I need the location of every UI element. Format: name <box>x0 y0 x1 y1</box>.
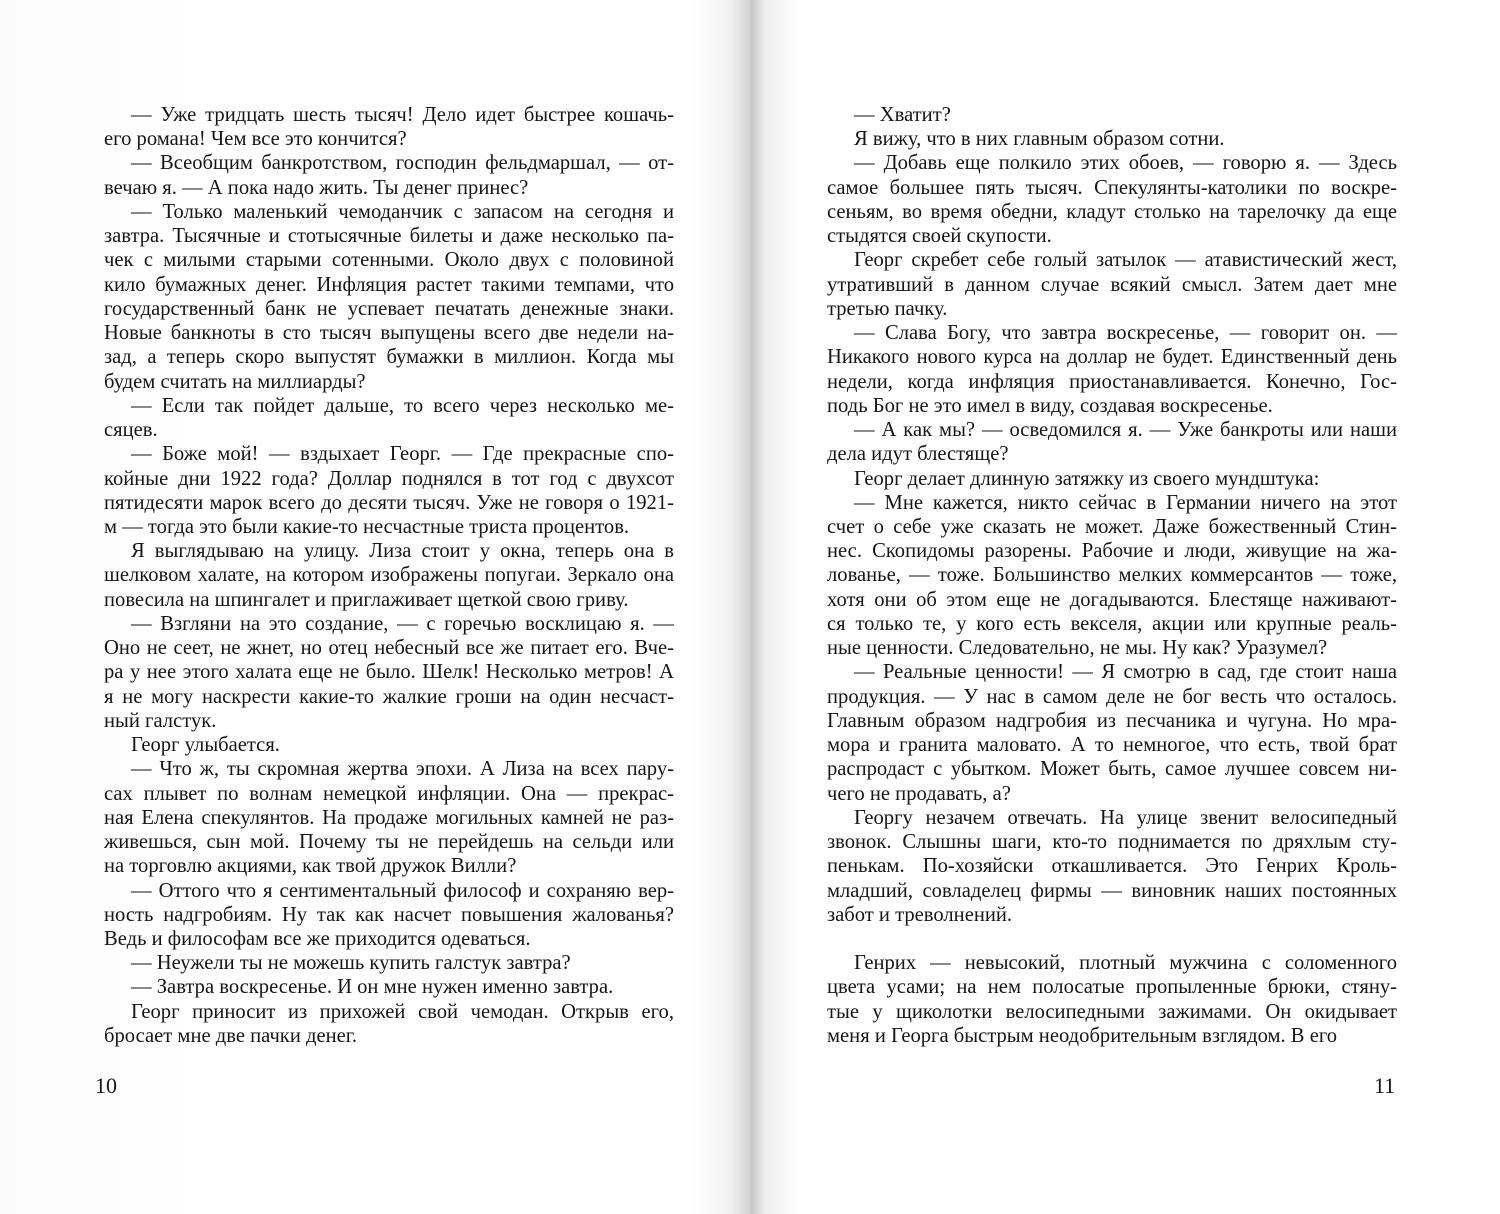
text-line: м — тогда это были какие-то несчастные триста процентов. <box>104 515 630 538</box>
text-line: завтра. Тысячные и стотысячные билеты и даже несколько па- <box>104 225 674 248</box>
text-line: чек с милыми старыми сотенными. Около двух с половиной <box>104 249 674 272</box>
text-line: звонок. Слышны шаги, кто-то поднимается по дряхлым сту- <box>827 831 1397 854</box>
paragraph <box>104 879 674 952</box>
paragraph <box>827 467 1397 491</box>
text-line: продукция. — У нас в самом деле не бог весть что осталось. <box>827 685 1397 708</box>
paragraph <box>104 733 674 757</box>
text-line: ность надгробиям. Ну так как насчет повышения жалованья? <box>104 903 674 926</box>
text-line: младший, совладелец фирмы — виновник наших постоянных <box>827 879 1397 902</box>
text-line: тые у щиколотки велосипедными зажимами. Он окидывает <box>827 1000 1397 1023</box>
page-number-right: 11 <box>1374 1073 1396 1098</box>
text-line: Георг скребет себе голый затылок — атавистический жест, <box>854 249 1397 272</box>
paragraph <box>104 394 674 442</box>
paragraph <box>827 151 1397 248</box>
text-line: вечаю я. — А пока надо жить. Ты денег принес? <box>104 176 529 199</box>
paragraph <box>827 127 1397 151</box>
paragraph <box>104 442 674 539</box>
text-line: — Взгляни на это создание, — с горечью восклицаю я. — <box>131 612 674 635</box>
text-line: Я вижу, что в них главным образом сотни. <box>854 128 1225 151</box>
text-line: меня и Георга быстрым неодобрительным взглядом. В его <box>827 1024 1338 1047</box>
text-line: бросает мне две пачки денег. <box>104 1024 358 1047</box>
paragraph <box>104 1000 674 1048</box>
text-line: пятидесяти марок всего до десяти тысяч. Уже не говоря о 1921- <box>104 491 674 514</box>
paragraph <box>104 151 674 199</box>
text-line: — Мне кажется, никто сейчас в Германии ничего на этот <box>854 491 1397 514</box>
text-line: Главным образом надгробия из песчаника и чугуна. Но мра- <box>827 709 1397 732</box>
text-line: на торговлю акциями, как твой дружок Вилли? <box>104 855 517 878</box>
text-line: — Добавь еще полкило этих обоев, — говорю я. — Здесь <box>854 152 1397 175</box>
paragraph <box>104 975 674 999</box>
text-line: — Всеобщим банкротством, господин фельдмаршал, — от- <box>131 152 674 175</box>
text-line: Оно не сеет, не жнет, но отец небесный все же питает его. Вче- <box>104 637 674 660</box>
text-line: третью пачку. <box>827 297 948 320</box>
text-line: мора и гранита маловато. А то немногое, что есть, твой брат <box>827 734 1397 757</box>
text-line: сеньям, во время обедни, кладут столько на тарелочку да еще <box>827 200 1397 223</box>
paragraph <box>104 103 674 151</box>
text-line: шелковом халате, на котором изображены попугаи. Зеркало она <box>104 564 674 587</box>
text-line: забот и треволнений. <box>827 903 1013 926</box>
text-line: будем считать на миллиарды? <box>104 370 366 393</box>
text-line: Георгу незачем отвечать. На улице звенит велосипедный <box>854 806 1397 829</box>
right-page-text <box>827 103 1397 1048</box>
text-line: Я выглядываю на улицу. Лиза стоит у окна, теперь она в <box>131 540 674 563</box>
text-line: — Что ж, ты скромная жертва эпохи. А Лиза на всех пару- <box>131 758 674 781</box>
text-line: недели, когда инфляция приостанавливается. Конечно, Гос- <box>827 370 1397 393</box>
text-line: — Хватит? <box>854 104 951 126</box>
text-line: пенькам. По-хозяйски откашливается. Это Генрих Кроль- <box>827 855 1397 878</box>
text-line: — Уже тридцать шесть тысяч! Дело идет быстрее кошачь- <box>131 104 674 126</box>
text-line: ра у нее этого халата еще не было. Шелк! Несколько метров! А <box>104 661 674 684</box>
paragraph <box>104 200 674 394</box>
text-line: утративший в данном случае всякий смысл. Затем дает мне <box>827 273 1397 296</box>
text-line: ные ценности. Следовательно, не мы. Ну как? Уразумел? <box>827 637 1328 660</box>
paragraph <box>104 539 674 612</box>
text-line: койные дни 1922 года? Доллар поднялся в тот год с двухсот <box>104 467 674 490</box>
text-line: его романа! Чем все это кончится? <box>104 128 407 151</box>
text-line: кило бумажных денег. Инфляция растет такими темпами, что <box>104 273 674 296</box>
text-line: зад, а теперь скоро выпустят бумажки в миллион. Когда мы <box>104 346 674 369</box>
text-line: Ведь и философам все же приходится одеваться. <box>104 927 531 950</box>
text-line: распродаст с убытком. Может быть, самое лучшее совсем ни- <box>827 758 1397 781</box>
text-line: сах плывет по волнам немецкой инфляции. Она — прекрас- <box>104 782 674 805</box>
text-line: чего не продавать, а? <box>827 782 1011 805</box>
text-line: подь Бог не это имел в виду, создавая воскресенье. <box>827 394 1273 417</box>
paragraph <box>104 612 674 733</box>
text-line: сяцев. <box>104 419 158 442</box>
text-line: — Оттого что я сентиментальный философ и сохраняю вер- <box>131 879 674 902</box>
text-line: повесила на шпингалет и приглаживает щеткой свою гриву. <box>104 588 629 611</box>
text-line: — Неужели ты не можешь купить галстук завтра? <box>131 952 571 975</box>
text-line: — Слава Богу, что завтра воскресенье, — говорит он. — <box>854 322 1397 345</box>
text-line: самое большее пять тысяч. Спекулянты-католики по воскре- <box>827 176 1397 199</box>
left-page-text <box>104 103 674 1048</box>
text-line: — Завтра воскресенье. И он мне нужен именно завтра. <box>131 976 614 999</box>
text-line: — А как мы? — осведомился я. — Уже банкроты или наши <box>854 419 1397 442</box>
text-line: государственный банк не успевает печатать денежные знаки. <box>104 297 674 320</box>
section-break <box>827 927 1397 951</box>
text-line: Георг улыбается. <box>131 734 280 757</box>
text-line: — Реальные ценности! — Я смотрю в сад, где стоит наша <box>854 661 1397 684</box>
text-line: — Если так пойдет дальше, то всего через несколько ме- <box>131 394 674 417</box>
paragraph <box>104 951 674 975</box>
text-line: Никакого нового курса на доллар не будет. Единственный день <box>827 346 1397 369</box>
text-line: — Боже мой! — вздыхает Георг. — Где прекрасные спо- <box>131 443 674 466</box>
paragraph <box>827 248 1397 321</box>
paragraph <box>827 418 1397 466</box>
text-line: ный галстук. <box>104 709 217 732</box>
text-line: цвета усами; на нем полосатые пропыленные брюки, стяну- <box>827 976 1397 999</box>
paragraph <box>827 321 1397 418</box>
text-line: Генрих — невысокий, плотный мужчина с соломенного <box>854 952 1397 975</box>
text-line: Георг приносит из прихожей свой чемодан. Открыв его, <box>131 1000 674 1023</box>
paragraph <box>827 491 1397 661</box>
text-line: нес. Скопидомы разорены. Рабочие и люди, живущие на жа- <box>827 540 1397 563</box>
paragraph <box>827 103 1397 127</box>
text-line: хотя они об этом еще не догадываются. Блестяще наживают- <box>827 588 1397 611</box>
text-line: Георг делает длинную затяжку из своего мундштука: <box>854 467 1320 490</box>
text-line: живешься, сын мой. Почему ты не перейдешь на сельди или <box>104 831 674 854</box>
text-line: лованье, — тоже. Большинство мелких коммерсантов — тоже, <box>827 564 1397 587</box>
text-line: Новые банкноты в сто тысяч выпущены всего две недели на- <box>104 322 674 345</box>
text-line: я не могу наскрести какие-то жалкие гроши на один несчаст- <box>104 685 674 708</box>
text-line: дела идут блестяще? <box>827 443 1009 466</box>
text-line: стыдятся своей скупости. <box>827 225 1052 248</box>
text-line: — Только маленький чемоданчик с запасом на сегодня и <box>131 200 674 223</box>
paragraph <box>827 660 1397 805</box>
paragraph <box>827 806 1397 927</box>
text-line: ся только те, у кого есть векселя, акции или крупные реаль- <box>827 612 1397 635</box>
text-line: ная Елена спекулянтов. На продаже могильных камней не раз- <box>104 806 674 829</box>
paragraph <box>827 951 1397 1048</box>
text-line: счет о себе уже сказать не может. Даже божественный Стин- <box>827 515 1397 538</box>
paragraph <box>104 757 674 878</box>
page-number-left: 10 <box>95 1073 117 1098</box>
